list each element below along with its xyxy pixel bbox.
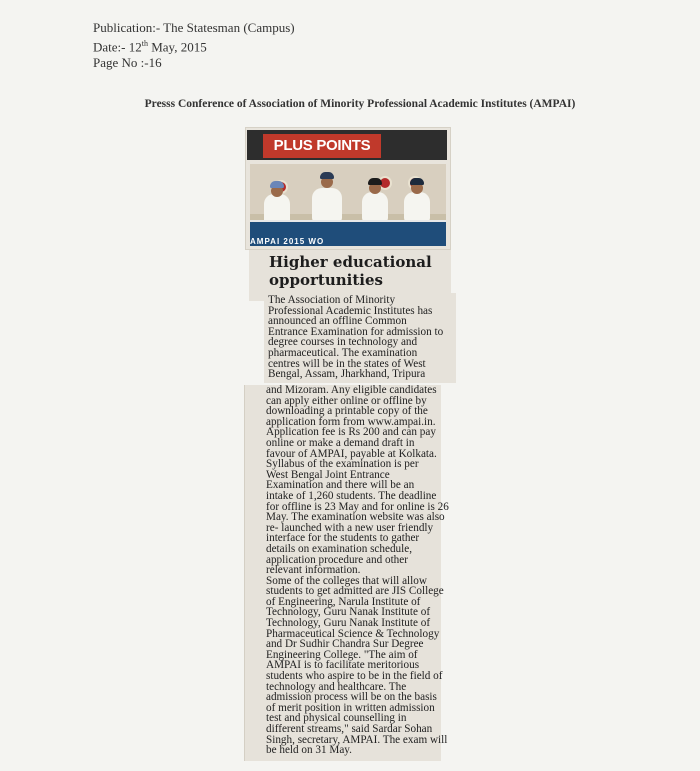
document-title: Presss Conference of Association of Minority Professional Academic Institutes (AMPAI) xyxy=(144,98,576,110)
article-text-line: Technology, Guru Nanak Institute of xyxy=(266,606,431,619)
article-text-line: announced an offline Common xyxy=(268,315,407,328)
article-text-line: re- launched with a new user friendly xyxy=(266,521,434,534)
article-text-line: students to get admitted are JIS College xyxy=(266,585,444,598)
article-text-line: Entrance Examination for admission to xyxy=(268,325,444,338)
article-text-line: May. The examination website was also xyxy=(266,511,445,524)
article-text-line: application procedure and other xyxy=(266,553,408,566)
article-text-line: test and physical counselling in xyxy=(266,712,407,725)
article-text-line: students who aspire to be in the field of xyxy=(266,670,443,683)
column-1-text xyxy=(268,295,456,380)
column-2-text xyxy=(266,384,449,757)
article-text-line: and Mizoram. Any eligible candidates xyxy=(266,384,437,396)
article-text-line: Professional Academic Institutes has xyxy=(268,304,433,317)
article-text-line: Examination and there will be an xyxy=(266,479,415,492)
section-banner xyxy=(247,130,447,160)
article-text-line: Pharmaceutical Science & Technology xyxy=(266,627,440,640)
article-text-line: and Dr Sudhir Chandra Sur Degree xyxy=(266,638,424,651)
article-text-line: of merit position in written admission xyxy=(266,701,435,714)
article-text-line: application form from www.ampai.in. xyxy=(266,415,436,428)
article-text-line: West Bengal Joint Entrance xyxy=(266,468,390,481)
article-text-line: of Engineering, Narula Institute of xyxy=(266,595,421,608)
publication-metadata xyxy=(93,20,295,71)
article-text-line: The Association of Minority xyxy=(268,294,396,306)
article-text-line: Engineering College. "The aim of xyxy=(266,648,418,661)
article-text-line: for offline is 23 May and for online is 26 xyxy=(266,500,449,513)
article-text-line: AMPAI is to facilitate meritorious xyxy=(266,659,420,672)
article-text-line: different streams," said Sardar Sohan xyxy=(266,723,433,735)
article-column-2 xyxy=(244,384,449,761)
article-text-line: Some of the colleges that will allow xyxy=(266,574,427,587)
date-line xyxy=(93,36,295,55)
banner-label: PLUS POINTS xyxy=(263,134,381,158)
article-text-line: relevant information. xyxy=(266,564,361,577)
article-text-line: technology and healthcare. The xyxy=(266,680,407,693)
article-text-line: favour of AMPAI, payable at Kolkata. xyxy=(266,447,437,460)
article-text-line: degree courses in technology and xyxy=(268,336,418,349)
article-text-line: admission process will be on the basis xyxy=(266,691,437,704)
clipping-header-piece xyxy=(245,127,451,250)
article-text-line: Bengal, Assam, Jharkhand, Tripura xyxy=(268,368,426,381)
article-text-line: Singh, secretary, AMPAI. The exam will xyxy=(266,733,448,746)
article-text-line: Technology, Guru Nanak Institute of xyxy=(266,617,431,630)
article-text-line: intake of 1,260 students. The deadline xyxy=(266,489,437,502)
date-text-rest: May, 2015 xyxy=(147,39,207,55)
article-text-line: Syllabus of the examination is per xyxy=(266,458,419,471)
date-superscript: th xyxy=(141,39,148,48)
headline-line-2: opportunities xyxy=(269,271,383,289)
page-number-line: Page No :-16 xyxy=(93,55,162,71)
article-text-line: can apply either online or offline by xyxy=(266,394,427,407)
headline-line-1: Higher educational xyxy=(269,253,432,271)
article-text-line: online or make a demand draft in xyxy=(266,436,415,449)
article-text-line: be held on 31 May. xyxy=(266,744,352,757)
press-conference-photo xyxy=(250,164,446,246)
article-text-line: interface for the students to gather xyxy=(266,532,420,545)
date-text: Date:- 12 xyxy=(93,39,142,55)
article-text-line: details on examination schedule, xyxy=(266,542,413,555)
article-text-line: pharmaceutical. The examination xyxy=(268,346,418,359)
article-text-line: Application fee is Rs 200 and can pay xyxy=(266,426,436,439)
article-column-1 xyxy=(264,293,456,383)
publication-line: Publication:- The Statesman (Campus) xyxy=(93,20,295,35)
article-text-line: downloading a printable copy of the xyxy=(266,405,428,418)
banner-strip-text: AMPAI 2015 WO xyxy=(250,238,325,246)
article-text-line: centres will be in the states of West xyxy=(268,357,426,370)
article-headline xyxy=(269,253,447,289)
